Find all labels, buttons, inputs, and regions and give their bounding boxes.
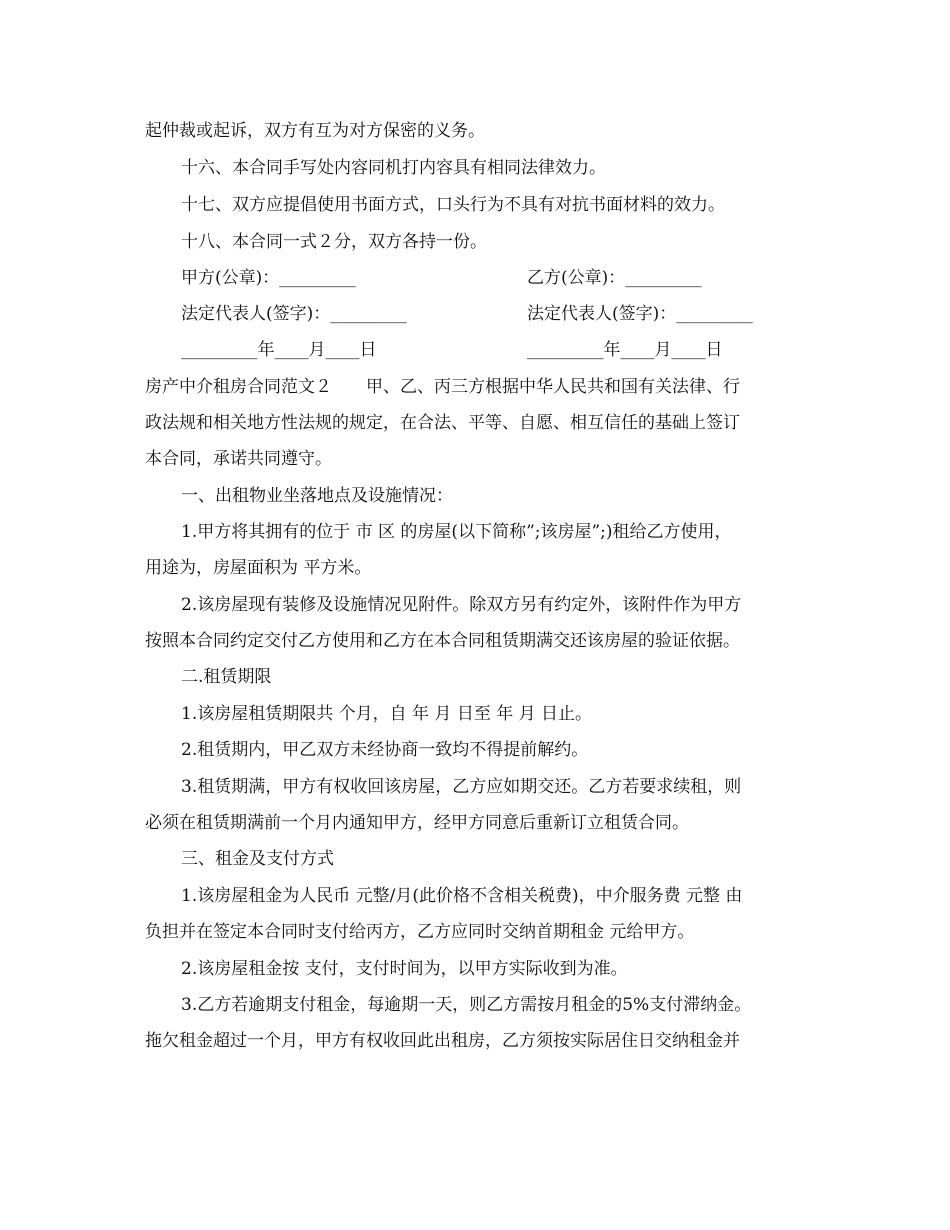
paragraph-line: 3.乙方若逾期支付租金，每逾期一天，则乙方需按月租金的5%支付滞纳金。 — [181, 995, 752, 1015]
paragraph-line: 起仲裁或起诉，双方有互为对方保密的义务。 — [145, 121, 485, 141]
party-a-seal: 甲方(公章)：_________ — [181, 268, 356, 288]
paragraph-line: 本合同，承诺共同遵守。 — [145, 449, 332, 469]
section-heading-3: 三、租金及支付方式 — [181, 849, 334, 869]
paragraph-line: 2.该房屋现有装修及设施情况见附件。除双方另有约定外，该附件作为甲方 — [181, 595, 742, 615]
section-heading-2: 二.租赁期限 — [181, 667, 272, 687]
paragraph-line: 2.租赁期内，甲乙双方未经协商一致均不得提前解约。 — [181, 740, 589, 760]
party-b-seal: 乙方(公章)：_________ — [527, 268, 702, 288]
paragraph-line: 用途为，房屋面积为 平方米。 — [145, 558, 372, 578]
paragraph-line: 1.该房屋租金为人民币 元整/月(此价格不含相关税费)，中介服务费 元整 由 — [181, 886, 743, 906]
paragraph-line: 3.租赁期满，甲方有权收回该房屋，乙方应如期交还。乙方若要求续租，则 — [181, 777, 742, 797]
party-b-date: _________年____月____日 — [527, 340, 723, 360]
signature-row-representative — [0, 303, 950, 325]
paragraph-line: 2.该房屋租金按 支付，支付时间为，以甲方实际收到为准。 — [181, 959, 628, 979]
clause-16: 十六、本合同手写处内容同机打内容具有相同法律效力。 — [181, 158, 606, 178]
paragraph-line: 政法规和相关地方性法规的规定，在合法、平等、自愿、相互信任的基础上签订 — [145, 413, 740, 433]
clause-17: 十七、双方应提倡使用书面方式，口头行为不具有对抗书面材料的效力。 — [181, 195, 725, 215]
paragraph-line: 负担并在签定本合同时支付给丙方，乙方应同时交纳首期租金 元给甲方。 — [145, 922, 695, 942]
signature-row-seal — [0, 267, 950, 289]
party-a-date: _________年____月____日 — [181, 340, 377, 360]
paragraph-line: 拖欠租金超过一个月，甲方有权收回此出租房，乙方须按实际居住日交纳租金并 — [145, 1031, 740, 1051]
clause-18: 十八、本合同一式２分，双方各持一份。 — [181, 232, 487, 252]
signature-row-date — [0, 339, 950, 361]
paragraph-line: 1.该房屋租赁期限共 个月，自 年 月 日至 年 月 日止。 — [181, 704, 593, 724]
paragraph-line: 1.甲方将其拥有的位于 市 区 的房屋(以下简称”;该房屋”;)租给乙方使用， — [181, 522, 732, 542]
paragraph-line: 按照本合同约定交付乙方使用和乙方在本合同租赁期满交还该房屋的验证依据。 — [145, 631, 740, 651]
party-b-representative: 法定代表人(签字)：_________ — [527, 304, 753, 324]
section-title-sample-2: 房产中介租房合同范文２ 甲、乙、丙三方根据中华人民共和国有关法律、行 — [145, 377, 740, 397]
section-heading-1: 一、出租物业坐落地点及设施情况： — [181, 486, 453, 506]
paragraph-line: 必须在租赁期满前一个月内通知甲方，经甲方同意后重新订立租赁合同。 — [145, 813, 689, 833]
party-a-representative: 法定代表人(签字)：_________ — [181, 304, 407, 324]
